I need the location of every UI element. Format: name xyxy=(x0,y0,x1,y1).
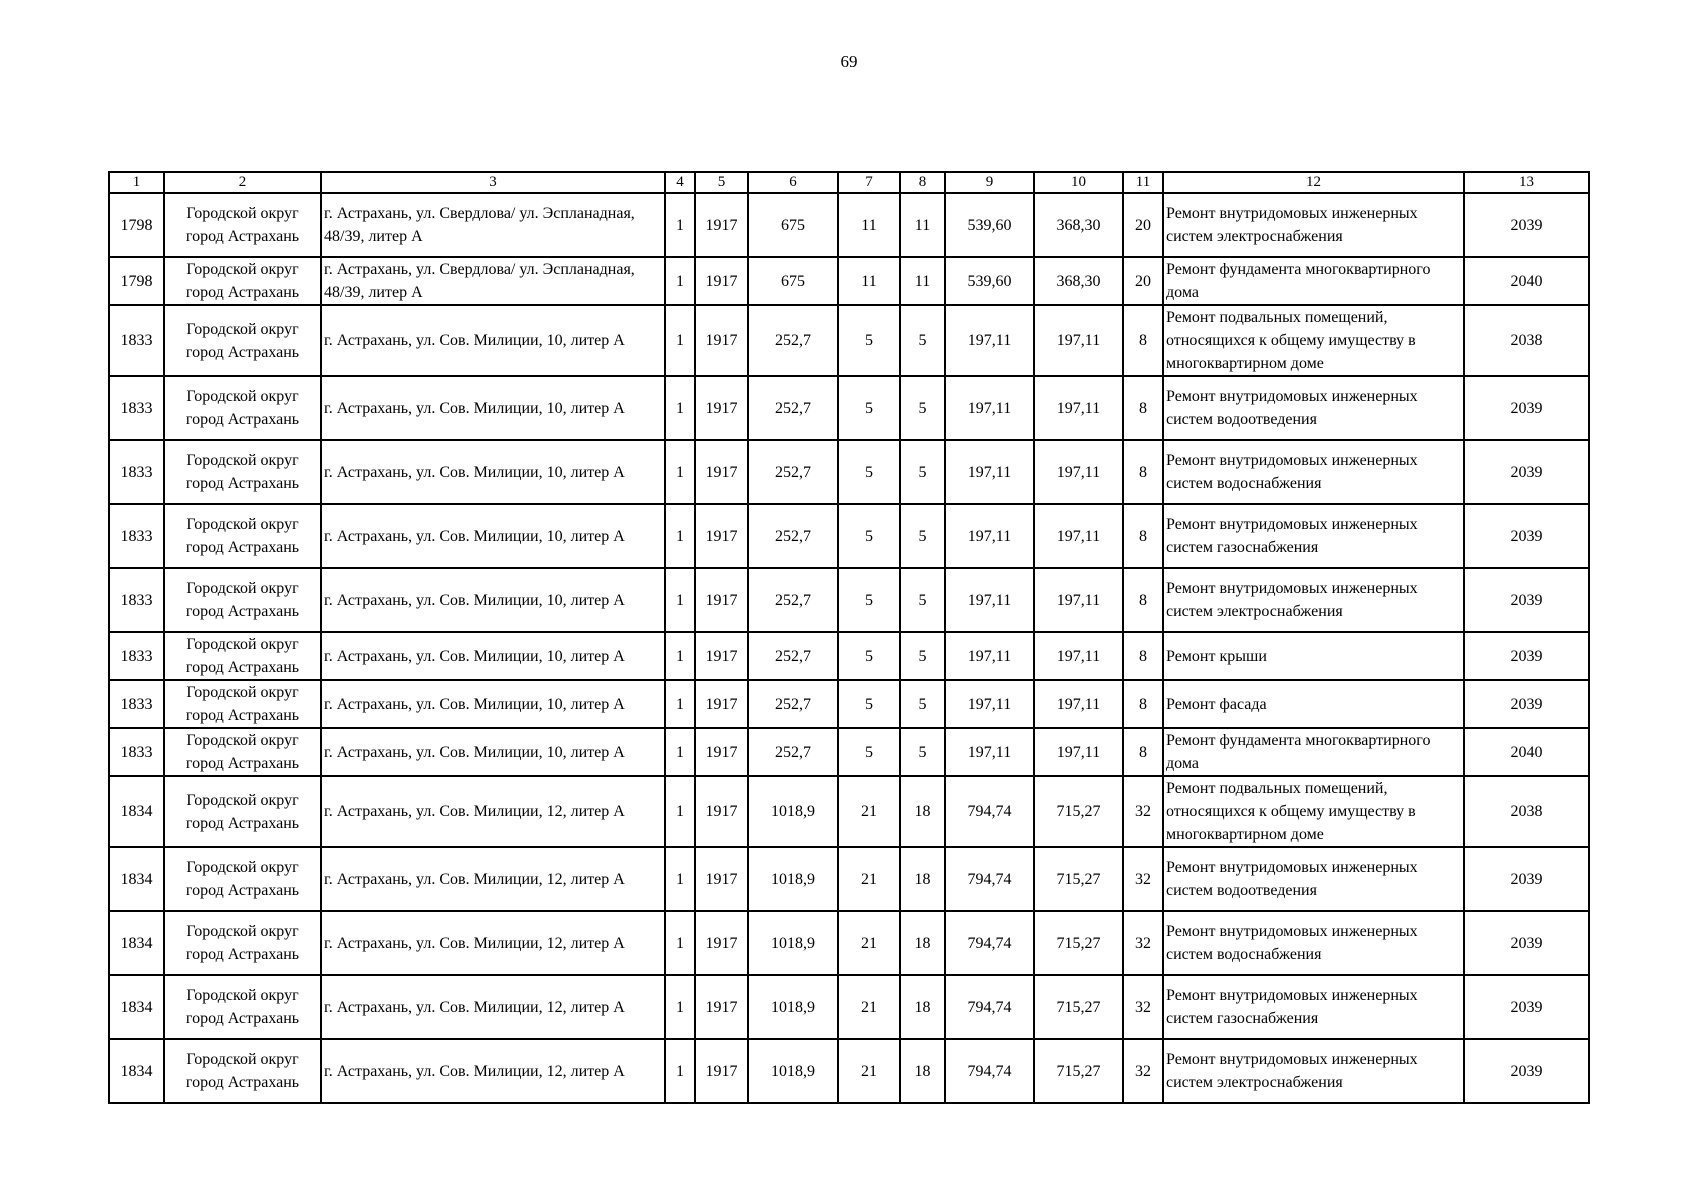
municipality-cell: Городской округ город Астрахань xyxy=(164,257,321,305)
planned-year-cell: 2039 xyxy=(1464,504,1589,568)
row-number-cell: 1834 xyxy=(109,847,164,911)
column-header: 7 xyxy=(838,172,900,193)
row-number-cell: 1834 xyxy=(109,975,164,1039)
table-row xyxy=(109,568,1589,632)
municipality-cell: Городской округ город Астрахань xyxy=(164,911,321,975)
col9-cell: 794,74 xyxy=(945,911,1034,975)
address-cell: г. Астрахань, ул. Свердлова/ ул. Эспланадная, 48/39, литер А xyxy=(321,193,665,257)
year-cell: 1917 xyxy=(695,1039,748,1103)
row-number-cell: 1834 xyxy=(109,1039,164,1103)
area-cell: 675 xyxy=(748,257,838,305)
col8-cell: 5 xyxy=(900,305,945,376)
page-number: 69 xyxy=(840,52,858,71)
area-cell: 1018,9 xyxy=(748,847,838,911)
work-type-cell: Ремонт внутридомовых инженерных систем газоснабжения xyxy=(1163,504,1464,568)
planned-year-cell: 2039 xyxy=(1464,568,1589,632)
area-cell: 252,7 xyxy=(748,440,838,504)
address-cell: г. Астрахань, ул. Сов. Милиции, 12, литер А xyxy=(321,847,665,911)
col7-cell: 5 xyxy=(838,568,900,632)
col8-cell: 18 xyxy=(900,911,945,975)
col11-cell: 8 xyxy=(1123,680,1163,728)
address-cell: г. Астрахань, ул. Сов. Милиции, 12, литер А xyxy=(321,1039,665,1103)
col8-cell: 18 xyxy=(900,975,945,1039)
col8-cell: 11 xyxy=(900,257,945,305)
col10-cell: 197,11 xyxy=(1034,568,1123,632)
area-cell: 252,7 xyxy=(748,305,838,376)
address-cell: г. Астрахань, ул. Сов. Милиции, 12, литер А xyxy=(321,975,665,1039)
municipality-cell: Городской округ город Астрахань xyxy=(164,504,321,568)
planned-year-cell: 2039 xyxy=(1464,975,1589,1039)
col4-cell: 1 xyxy=(665,728,695,776)
col4-cell: 1 xyxy=(665,568,695,632)
col10-cell: 715,27 xyxy=(1034,847,1123,911)
column-header: 9 xyxy=(945,172,1034,193)
year-cell: 1917 xyxy=(695,847,748,911)
municipality-cell: Городской округ город Астрахань xyxy=(164,440,321,504)
planned-year-cell: 2038 xyxy=(1464,305,1589,376)
col11-cell: 32 xyxy=(1123,911,1163,975)
address-cell: г. Астрахань, ул. Сов. Милиции, 12, литер А xyxy=(321,776,665,847)
address-cell: г. Астрахань, ул. Сов. Милиции, 10, литер А xyxy=(321,568,665,632)
col4-cell: 1 xyxy=(665,975,695,1039)
work-type-cell: Ремонт фундамента многоквартирного дома xyxy=(1163,728,1464,776)
work-type-cell: Ремонт фундамента многоквартирного дома xyxy=(1163,257,1464,305)
col11-cell: 8 xyxy=(1123,632,1163,680)
planned-year-cell: 2040 xyxy=(1464,728,1589,776)
col11-cell: 20 xyxy=(1123,193,1163,257)
col4-cell: 1 xyxy=(665,376,695,440)
column-header: 1 xyxy=(109,172,164,193)
col9-cell: 794,74 xyxy=(945,975,1034,1039)
col9-cell: 539,60 xyxy=(945,257,1034,305)
col4-cell: 1 xyxy=(665,305,695,376)
col11-cell: 32 xyxy=(1123,975,1163,1039)
planned-year-cell: 2039 xyxy=(1464,376,1589,440)
col4-cell: 1 xyxy=(665,632,695,680)
row-number-cell: 1833 xyxy=(109,568,164,632)
col11-cell: 8 xyxy=(1123,376,1163,440)
planned-year-cell: 2039 xyxy=(1464,440,1589,504)
work-type-cell: Ремонт внутридомовых инженерных систем электроснабжения xyxy=(1163,568,1464,632)
area-cell: 675 xyxy=(748,193,838,257)
col9-cell: 197,11 xyxy=(945,504,1034,568)
col9-cell: 794,74 xyxy=(945,776,1034,847)
work-type-cell: Ремонт фасада xyxy=(1163,680,1464,728)
col4-cell: 1 xyxy=(665,776,695,847)
col10-cell: 715,27 xyxy=(1034,911,1123,975)
col8-cell: 5 xyxy=(900,568,945,632)
area-cell: 1018,9 xyxy=(748,975,838,1039)
year-cell: 1917 xyxy=(695,193,748,257)
col8-cell: 5 xyxy=(900,680,945,728)
table-row xyxy=(109,975,1589,1039)
table-row xyxy=(109,305,1589,376)
municipality-cell: Городской округ город Астрахань xyxy=(164,632,321,680)
col8-cell: 5 xyxy=(900,504,945,568)
col9-cell: 197,11 xyxy=(945,305,1034,376)
col9-cell: 197,11 xyxy=(945,376,1034,440)
municipality-cell: Городской округ город Астрахань xyxy=(164,975,321,1039)
col11-cell: 8 xyxy=(1123,728,1163,776)
address-cell: г. Астрахань, ул. Сов. Милиции, 12, литер А xyxy=(321,911,665,975)
area-cell: 1018,9 xyxy=(748,1039,838,1103)
col8-cell: 5 xyxy=(900,440,945,504)
column-header: 8 xyxy=(900,172,945,193)
column-header: 12 xyxy=(1163,172,1464,193)
col11-cell: 8 xyxy=(1123,305,1163,376)
col7-cell: 5 xyxy=(838,305,900,376)
municipality-cell: Городской округ город Астрахань xyxy=(164,193,321,257)
row-number-cell: 1833 xyxy=(109,728,164,776)
area-cell: 252,7 xyxy=(748,568,838,632)
work-type-cell: Ремонт внутридомовых инженерных систем водоснабжения xyxy=(1163,911,1464,975)
row-number-cell: 1833 xyxy=(109,504,164,568)
planned-year-cell: 2039 xyxy=(1464,847,1589,911)
row-number-cell: 1798 xyxy=(109,257,164,305)
area-cell: 252,7 xyxy=(748,376,838,440)
table-row xyxy=(109,193,1589,257)
year-cell: 1917 xyxy=(695,632,748,680)
year-cell: 1917 xyxy=(695,376,748,440)
address-cell: г. Астрахань, ул. Сов. Милиции, 10, литер А xyxy=(321,680,665,728)
col7-cell: 5 xyxy=(838,376,900,440)
col7-cell: 21 xyxy=(838,847,900,911)
area-cell: 252,7 xyxy=(748,728,838,776)
work-type-cell: Ремонт внутридомовых инженерных систем электроснабжения xyxy=(1163,1039,1464,1103)
col11-cell: 32 xyxy=(1123,776,1163,847)
col8-cell: 11 xyxy=(900,193,945,257)
work-type-cell: Ремонт внутридомовых инженерных систем водоотведения xyxy=(1163,376,1464,440)
table-row xyxy=(109,504,1589,568)
row-number-cell: 1833 xyxy=(109,632,164,680)
col10-cell: 715,27 xyxy=(1034,1039,1123,1103)
col4-cell: 1 xyxy=(665,440,695,504)
column-header: 6 xyxy=(748,172,838,193)
area-cell: 1018,9 xyxy=(748,776,838,847)
municipality-cell: Городской округ город Астрахань xyxy=(164,680,321,728)
col7-cell: 21 xyxy=(838,776,900,847)
row-number-cell: 1833 xyxy=(109,680,164,728)
year-cell: 1917 xyxy=(695,911,748,975)
table-row xyxy=(109,257,1589,305)
col9-cell: 197,11 xyxy=(945,568,1034,632)
col7-cell: 11 xyxy=(838,257,900,305)
table-row xyxy=(109,1039,1589,1103)
table-row xyxy=(109,680,1589,728)
column-header: 2 xyxy=(164,172,321,193)
col4-cell: 1 xyxy=(665,847,695,911)
col9-cell: 197,11 xyxy=(945,632,1034,680)
column-header: 3 xyxy=(321,172,665,193)
year-cell: 1917 xyxy=(695,975,748,1039)
work-type-cell: Ремонт внутридомовых инженерных систем электроснабжения xyxy=(1163,193,1464,257)
col7-cell: 5 xyxy=(838,632,900,680)
col8-cell: 18 xyxy=(900,847,945,911)
municipality-cell: Городской округ город Астрахань xyxy=(164,847,321,911)
col4-cell: 1 xyxy=(665,504,695,568)
col4-cell: 1 xyxy=(665,680,695,728)
col9-cell: 197,11 xyxy=(945,440,1034,504)
planned-year-cell: 2039 xyxy=(1464,1039,1589,1103)
col7-cell: 21 xyxy=(838,975,900,1039)
planned-year-cell: 2040 xyxy=(1464,257,1589,305)
year-cell: 1917 xyxy=(695,728,748,776)
col11-cell: 20 xyxy=(1123,257,1163,305)
col10-cell: 715,27 xyxy=(1034,975,1123,1039)
col9-cell: 794,74 xyxy=(945,1039,1034,1103)
col7-cell: 21 xyxy=(838,911,900,975)
municipality-cell: Городской округ город Астрахань xyxy=(164,305,321,376)
work-type-cell: Ремонт внутридомовых инженерных систем водоотведения xyxy=(1163,847,1464,911)
planned-year-cell: 2039 xyxy=(1464,193,1589,257)
col7-cell: 11 xyxy=(838,193,900,257)
col4-cell: 1 xyxy=(665,193,695,257)
address-cell: г. Астрахань, ул. Сов. Милиции, 10, литер А xyxy=(321,632,665,680)
year-cell: 1917 xyxy=(695,504,748,568)
planned-year-cell: 2039 xyxy=(1464,911,1589,975)
col10-cell: 197,11 xyxy=(1034,504,1123,568)
col10-cell: 197,11 xyxy=(1034,440,1123,504)
col11-cell: 8 xyxy=(1123,504,1163,568)
col4-cell: 1 xyxy=(665,1039,695,1103)
column-number-header-row xyxy=(109,172,1589,193)
address-cell: г. Астрахань, ул. Сов. Милиции, 10, литер А xyxy=(321,440,665,504)
work-type-cell: Ремонт подвальных помещений, относящихся к общему имуществу в многоквартирном доме xyxy=(1163,305,1464,376)
table-row xyxy=(109,632,1589,680)
year-cell: 1917 xyxy=(695,257,748,305)
row-number-cell: 1834 xyxy=(109,776,164,847)
year-cell: 1917 xyxy=(695,568,748,632)
year-cell: 1917 xyxy=(695,776,748,847)
col8-cell: 18 xyxy=(900,776,945,847)
address-cell: г. Астрахань, ул. Сов. Милиции, 10, литер А xyxy=(321,376,665,440)
col10-cell: 197,11 xyxy=(1034,305,1123,376)
area-cell: 252,7 xyxy=(748,680,838,728)
address-cell: г. Астрахань, ул. Сов. Милиции, 10, литер А xyxy=(321,728,665,776)
planned-year-cell: 2038 xyxy=(1464,776,1589,847)
municipality-cell: Городской округ город Астрахань xyxy=(164,776,321,847)
table-row xyxy=(109,911,1589,975)
area-cell: 1018,9 xyxy=(748,911,838,975)
table-row xyxy=(109,776,1589,847)
address-cell: г. Астрахань, ул. Сов. Милиции, 10, литер А xyxy=(321,305,665,376)
table-row xyxy=(109,376,1589,440)
col9-cell: 794,74 xyxy=(945,847,1034,911)
col9-cell: 539,60 xyxy=(945,193,1034,257)
col7-cell: 5 xyxy=(838,728,900,776)
municipality-cell: Городской округ город Астрахань xyxy=(164,568,321,632)
col10-cell: 197,11 xyxy=(1034,376,1123,440)
column-header: 4 xyxy=(665,172,695,193)
column-header: 5 xyxy=(695,172,748,193)
col8-cell: 5 xyxy=(900,728,945,776)
work-type-cell: Ремонт внутридомовых инженерных систем газоснабжения xyxy=(1163,975,1464,1039)
municipality-cell: Городской округ город Астрахань xyxy=(164,728,321,776)
planned-year-cell: 2039 xyxy=(1464,680,1589,728)
col7-cell: 5 xyxy=(838,680,900,728)
column-header: 10 xyxy=(1034,172,1123,193)
col7-cell: 5 xyxy=(838,440,900,504)
repair-schedule-table xyxy=(108,171,1590,1104)
planned-year-cell: 2039 xyxy=(1464,632,1589,680)
col11-cell: 8 xyxy=(1123,568,1163,632)
row-number-cell: 1834 xyxy=(109,911,164,975)
address-cell: г. Астрахань, ул. Свердлова/ ул. Эспланадная, 48/39, литер А xyxy=(321,257,665,305)
table-row xyxy=(109,440,1589,504)
col9-cell: 197,11 xyxy=(945,728,1034,776)
col10-cell: 368,30 xyxy=(1034,193,1123,257)
area-cell: 252,7 xyxy=(748,632,838,680)
row-number-cell: 1833 xyxy=(109,376,164,440)
work-type-cell: Ремонт внутридомовых инженерных систем водоснабжения xyxy=(1163,440,1464,504)
col4-cell: 1 xyxy=(665,911,695,975)
municipality-cell: Городской округ город Астрахань xyxy=(164,1039,321,1103)
row-number-cell: 1833 xyxy=(109,305,164,376)
year-cell: 1917 xyxy=(695,440,748,504)
col9-cell: 197,11 xyxy=(945,680,1034,728)
year-cell: 1917 xyxy=(695,305,748,376)
row-number-cell: 1833 xyxy=(109,440,164,504)
col10-cell: 197,11 xyxy=(1034,680,1123,728)
column-header: 13 xyxy=(1464,172,1589,193)
table-row xyxy=(109,728,1589,776)
col10-cell: 715,27 xyxy=(1034,776,1123,847)
col11-cell: 8 xyxy=(1123,440,1163,504)
work-type-cell: Ремонт подвальных помещений, относящихся к общему имуществу в многоквартирном доме xyxy=(1163,776,1464,847)
column-header: 11 xyxy=(1123,172,1163,193)
year-cell: 1917 xyxy=(695,680,748,728)
table-row xyxy=(109,847,1589,911)
col11-cell: 32 xyxy=(1123,847,1163,911)
work-type-cell: Ремонт крыши xyxy=(1163,632,1464,680)
col10-cell: 197,11 xyxy=(1034,632,1123,680)
address-cell: г. Астрахань, ул. Сов. Милиции, 10, литер А xyxy=(321,504,665,568)
col7-cell: 5 xyxy=(838,504,900,568)
col10-cell: 197,11 xyxy=(1034,728,1123,776)
col10-cell: 368,30 xyxy=(1034,257,1123,305)
row-number-cell: 1798 xyxy=(109,193,164,257)
col11-cell: 32 xyxy=(1123,1039,1163,1103)
col8-cell: 5 xyxy=(900,376,945,440)
area-cell: 252,7 xyxy=(748,504,838,568)
col8-cell: 18 xyxy=(900,1039,945,1103)
col7-cell: 21 xyxy=(838,1039,900,1103)
municipality-cell: Городской округ город Астрахань xyxy=(164,376,321,440)
col4-cell: 1 xyxy=(665,257,695,305)
col8-cell: 5 xyxy=(900,632,945,680)
